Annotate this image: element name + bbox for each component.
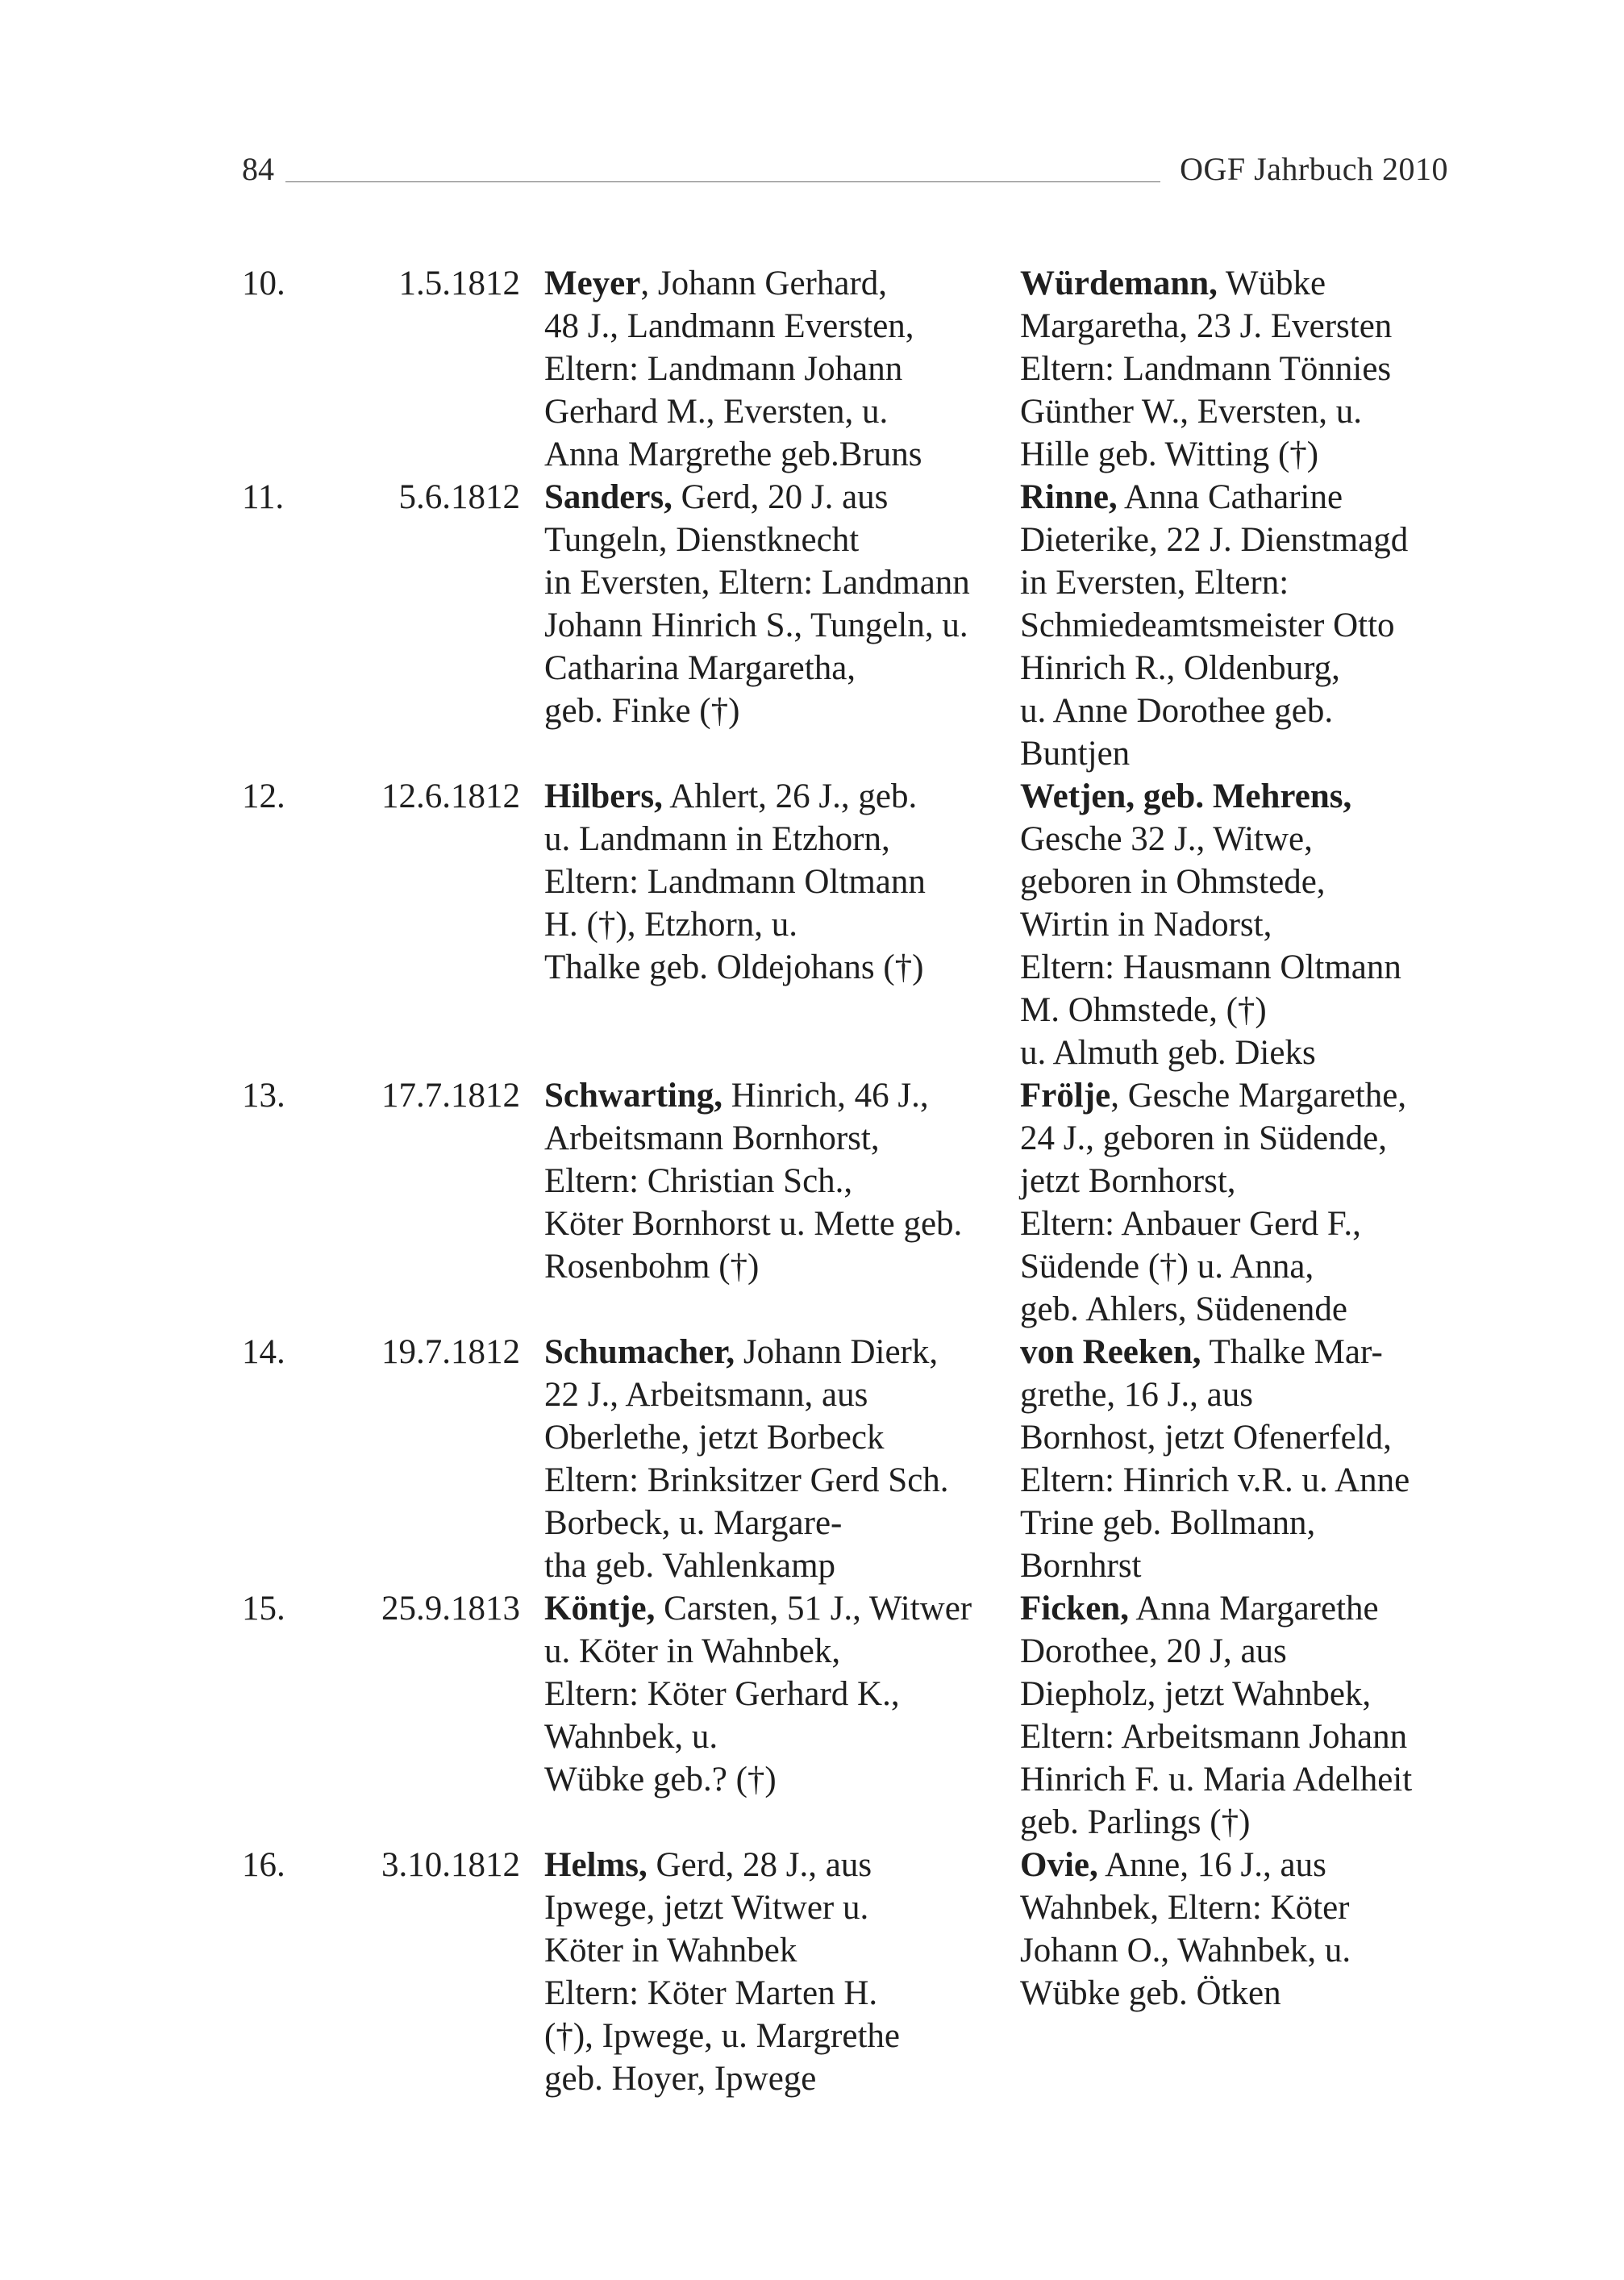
register-entry — [242, 476, 1451, 775]
entry-date: 25.9.1813 — [381, 1590, 520, 1628]
register-entry — [242, 1074, 1451, 1331]
line-text: Eltern: Arbeitsmann Johann — [1020, 1718, 1408, 1756]
groom-details-line — [544, 1544, 1020, 1587]
groom-details-line — [544, 1502, 1020, 1544]
line-text: Wübke geb.? (†) — [544, 1761, 777, 1799]
entry-number: 14. — [242, 1333, 285, 1371]
line-text: u. Almuth geb. Dieks — [1020, 1034, 1316, 1072]
groom-details-line — [544, 1117, 1020, 1160]
line-text: (†), Ipwege, u. Margrethe — [544, 2017, 900, 2055]
groom-details-line — [544, 1203, 1020, 1245]
bride-details-line — [1020, 1074, 1472, 1117]
bride-details-line — [1020, 818, 1472, 861]
line-text: Eltern: Landmann Tönnies — [1020, 350, 1392, 388]
bride-details-line — [1020, 989, 1472, 1032]
groom-details-line — [544, 1758, 1020, 1801]
bride-details-line — [1020, 1416, 1472, 1459]
line-text: Gerd, 28 J., aus — [647, 1846, 872, 1884]
line-text: Johann Hinrich S., Tungeln, u. — [544, 606, 968, 644]
groom-details-line — [544, 262, 1020, 305]
bride-details-line — [1020, 390, 1472, 433]
line-text: u. Köter in Wahnbek, — [544, 1632, 841, 1670]
groom-details-line — [544, 1074, 1020, 1117]
bride-details-line — [1020, 1801, 1472, 1844]
bride-details-line — [1020, 1587, 1472, 1630]
line-text: 48 J., Landmann Eversten, — [544, 307, 914, 345]
groom-details-line — [544, 1972, 1020, 2015]
groom-details — [544, 262, 1020, 476]
surname: Schwarting, — [544, 1077, 722, 1115]
surname: Frölje — [1020, 1077, 1111, 1115]
line-text: Thalke Mar- — [1201, 1333, 1383, 1371]
bride-details — [1020, 1074, 1472, 1331]
entry-number: 13. — [242, 1077, 285, 1115]
bride-details-line — [1020, 1117, 1472, 1160]
entry-date: 12.6.1812 — [381, 777, 520, 815]
bride-details-line — [1020, 476, 1472, 519]
entry-number: 12. — [242, 777, 285, 815]
entry-date: 3.10.1812 — [381, 1846, 520, 1884]
bride-details — [1020, 775, 1472, 1074]
line-text: Anne, 16 J., aus — [1097, 1846, 1326, 1884]
groom-details-line — [544, 1245, 1020, 1288]
bride-details-line — [1020, 1630, 1472, 1673]
line-text: H. (†), Etzhorn, u. — [544, 906, 798, 944]
surname: Ficken, — [1020, 1590, 1129, 1628]
groom-details-line — [544, 433, 1020, 476]
line-text: Wahnbek, u. — [544, 1718, 718, 1756]
line-text: Köter in Wahnbek — [544, 1932, 797, 1969]
groom-details-line — [544, 818, 1020, 861]
line-text: Borbeck, u. Margare- — [544, 1504, 843, 1542]
surname: Sanders, — [544, 478, 673, 516]
page-number: 84 — [242, 151, 274, 187]
bride-details-line — [1020, 604, 1472, 647]
groom-details-line — [544, 690, 1020, 732]
line-text: Gerhard M., Eversten, u. — [544, 393, 889, 431]
register-entry — [242, 1331, 1451, 1587]
line-text: Gerd, 20 J. aus — [672, 478, 889, 516]
line-text: Gesche 32 J., Witwe, — [1020, 820, 1313, 858]
entry-date: 1.5.1812 — [398, 265, 520, 302]
line-text: Köter Bornhorst u. Mette geb. — [544, 1205, 963, 1243]
line-text: M. Ohmstede, (†) — [1020, 991, 1267, 1029]
groom-details — [544, 775, 1020, 989]
bride-details-line — [1020, 732, 1472, 775]
line-text: Johann Dierk, — [735, 1333, 939, 1371]
bride-details-line — [1020, 433, 1472, 476]
surname: Hilbers, — [544, 777, 663, 815]
line-text: Wübke — [1217, 265, 1326, 302]
surname: Schumacher, — [544, 1333, 735, 1371]
bride-details-line — [1020, 1331, 1472, 1373]
line-text: Günther W., Eversten, u. — [1020, 393, 1362, 431]
bride-details-line — [1020, 305, 1472, 348]
line-text: Eltern: Brinksitzer Gerd Sch. — [544, 1461, 949, 1499]
surname: Ovie, — [1020, 1846, 1098, 1884]
line-text: Hinrich F. u. Maria Adelheit — [1020, 1761, 1413, 1799]
bride-details-line — [1020, 348, 1472, 390]
bride-details — [1020, 476, 1472, 775]
groom-details — [544, 1587, 1020, 1801]
line-text: Schmiedeamtsmeister Otto — [1020, 606, 1395, 644]
line-text: u. Anne Dorothee geb. — [1020, 692, 1334, 730]
line-text: 22 J., Arbeitsmann, aus — [544, 1376, 868, 1414]
surname: Wetjen, geb. Mehrens, — [1020, 777, 1352, 815]
bride-details-line — [1020, 1032, 1472, 1074]
bride-details-line — [1020, 262, 1472, 305]
surname: Rinne, — [1020, 478, 1118, 516]
groom-details-line — [544, 946, 1020, 989]
line-text: Bornhrst — [1020, 1547, 1142, 1585]
line-text: Eltern: Anbauer Gerd F., — [1020, 1205, 1361, 1243]
groom-details — [544, 1331, 1020, 1587]
bride-details — [1020, 1844, 1472, 2015]
groom-details — [544, 476, 1020, 732]
bride-details-line — [1020, 1288, 1472, 1331]
groom-details-line — [544, 1630, 1020, 1673]
bride-details-line — [1020, 1203, 1472, 1245]
line-text: geb. Parlings (†) — [1020, 1803, 1251, 1841]
line-text: Eltern: Köter Marten H. — [544, 1974, 878, 2012]
groom-details — [544, 1074, 1020, 1288]
line-text: in Eversten, Eltern: Landmann — [544, 564, 970, 602]
bride-details-line — [1020, 519, 1472, 561]
entry-date: 17.7.1812 — [381, 1077, 520, 1115]
bride-details-line — [1020, 775, 1472, 818]
groom-details-line — [544, 604, 1020, 647]
marriage-register-list — [242, 262, 1451, 2100]
surname: Köntje, — [544, 1590, 656, 1628]
bride-details-line — [1020, 946, 1472, 989]
line-text: , Johann Gerhard, — [640, 265, 888, 302]
line-text: jetzt Bornhorst, — [1020, 1162, 1236, 1200]
bride-details-line — [1020, 1929, 1472, 1972]
bride-details-line — [1020, 1373, 1472, 1416]
groom-details-line — [544, 1160, 1020, 1203]
line-text: Wirtin in Nadorst, — [1020, 906, 1272, 944]
bride-details-line — [1020, 1502, 1472, 1544]
line-text: Johann O., Wahnbek, u. — [1020, 1932, 1351, 1969]
bride-details-line — [1020, 1886, 1472, 1929]
bride-details-line — [1020, 561, 1472, 604]
bride-details-line — [1020, 861, 1472, 903]
surname: von Reeken, — [1020, 1333, 1201, 1371]
bride-details-line — [1020, 1758, 1472, 1801]
groom-details-line — [544, 390, 1020, 433]
groom-details-line — [544, 1715, 1020, 1758]
groom-details-line — [544, 903, 1020, 946]
groom-details — [544, 1844, 1020, 2100]
line-text: Buntjen — [1020, 735, 1131, 773]
line-text: Diepholz, jetzt Wahnbek, — [1020, 1675, 1372, 1713]
line-text: Hinrich, 46 J., — [722, 1077, 929, 1115]
bride-details-line — [1020, 1715, 1472, 1758]
line-text: geboren in Ohmstede, — [1020, 863, 1326, 901]
line-text: geb. Hoyer, Ipwege — [544, 2060, 817, 2098]
groom-details-line — [544, 348, 1020, 390]
bride-details-line — [1020, 903, 1472, 946]
line-text: u. Landmann in Etzhorn, — [544, 820, 890, 858]
groom-details-line — [544, 1673, 1020, 1715]
header-rule — [285, 181, 1160, 182]
bride-details-line — [1020, 1160, 1472, 1203]
groom-details-line — [544, 476, 1020, 519]
bride-details-line — [1020, 1459, 1472, 1502]
register-entry — [242, 775, 1451, 1074]
line-text: Eltern: Landmann Johann — [544, 350, 903, 388]
groom-details-line — [544, 519, 1020, 561]
bride-details — [1020, 1587, 1472, 1844]
bride-details-line — [1020, 1844, 1472, 1886]
line-text: in Eversten, Eltern: — [1020, 564, 1289, 602]
groom-details-line — [544, 2057, 1020, 2100]
groom-details-line — [544, 775, 1020, 818]
register-entry — [242, 262, 1451, 476]
bride-details-line — [1020, 1544, 1472, 1587]
line-text: Trine geb. Bollmann, — [1020, 1504, 1316, 1542]
register-entry — [242, 1587, 1451, 1844]
line-text: Arbeitsmann Bornhorst, — [544, 1119, 880, 1157]
entry-number: 15. — [242, 1590, 285, 1628]
entry-date: 19.7.1812 — [381, 1333, 520, 1371]
bride-details — [1020, 1331, 1472, 1587]
entry-number: 10. — [242, 265, 285, 302]
entry-number: 11. — [242, 478, 285, 516]
line-text: Anna Margarethe — [1128, 1590, 1379, 1628]
line-text: Thalke geb. Oldejohans (†) — [544, 948, 924, 986]
groom-details-line — [544, 647, 1020, 690]
bride-details-line — [1020, 647, 1472, 690]
groom-details-line — [544, 561, 1020, 604]
line-text: Wübke geb. Ötken — [1020, 1974, 1281, 2012]
groom-details-line — [544, 1373, 1020, 1416]
groom-details-line — [544, 1459, 1020, 1502]
line-text: Ipwege, jetzt Witwer u. — [544, 1889, 869, 1927]
line-text: Eltern: Christian Sch., — [544, 1162, 853, 1200]
bride-details-line — [1020, 1972, 1472, 2015]
groom-details-line — [544, 1844, 1020, 1886]
line-text: geb. Ahlers, Südenende — [1020, 1290, 1348, 1328]
line-text: Oberlethe, jetzt Borbeck — [544, 1419, 885, 1457]
groom-details-line — [544, 1886, 1020, 1929]
line-text: Rosenbohm (†) — [544, 1248, 760, 1286]
line-text: geb. Finke (†) — [544, 692, 740, 730]
line-text: Ahlert, 26 J., geb. — [662, 777, 918, 815]
groom-details-line — [544, 2015, 1020, 2057]
line-text: Dorothee, 20 J, aus — [1020, 1632, 1287, 1670]
entry-number: 16. — [242, 1846, 285, 1884]
line-text: grethe, 16 J., aus — [1020, 1376, 1253, 1414]
line-text: Dieterike, 22 J. Dienstmagd — [1020, 521, 1409, 559]
line-text: Südende (†) u. Anna, — [1020, 1248, 1314, 1286]
line-text: tha geb. Vahlenkamp — [544, 1547, 836, 1585]
line-text: Anna Catharine — [1117, 478, 1343, 516]
line-text: 24 J., geboren in Südende, — [1020, 1119, 1388, 1157]
line-text: Bornhost, jetzt Ofenerfeld, — [1020, 1419, 1392, 1457]
line-text: Catharina Margaretha, — [544, 649, 856, 687]
groom-details-line — [544, 861, 1020, 903]
line-text: Hinrich R., Oldenburg, — [1020, 649, 1340, 687]
line-text: Carsten, 51 J., Witwer — [655, 1590, 972, 1628]
surname: Helms, — [544, 1846, 648, 1884]
running-title: OGF Jahrbuch 2010 — [1180, 151, 1448, 187]
line-text: Eltern: Landmann Oltmann — [544, 863, 926, 901]
line-text: Eltern: Hausmann Oltmann — [1020, 948, 1401, 986]
bride-details-line — [1020, 1673, 1472, 1715]
surname: Würdemann, — [1020, 265, 1218, 302]
groom-details-line — [544, 1416, 1020, 1459]
line-text: Wahnbek, Eltern: Köter — [1020, 1889, 1350, 1927]
groom-details-line — [544, 305, 1020, 348]
groom-details-line — [544, 1929, 1020, 1972]
groom-details-line — [544, 1587, 1020, 1630]
register-entry — [242, 1844, 1451, 2100]
surname: Meyer — [544, 265, 641, 302]
entry-date: 5.6.1812 — [398, 478, 520, 516]
line-text: Margaretha, 23 J. Eversten — [1020, 307, 1393, 345]
line-text: , Gesche Margarethe, — [1110, 1077, 1407, 1115]
line-text: Eltern: Köter Gerhard K., — [544, 1675, 900, 1713]
bride-details-line — [1020, 1245, 1472, 1288]
groom-details-line — [544, 1331, 1020, 1373]
line-text: Tungeln, Dienstknecht — [544, 521, 860, 559]
line-text: Anna Margrethe geb.Bruns — [544, 436, 922, 473]
page-header — [242, 145, 1448, 194]
bride-details-line — [1020, 690, 1472, 732]
bride-details — [1020, 262, 1472, 476]
line-text: Hille geb. Witting (†) — [1020, 436, 1319, 473]
line-text: Eltern: Hinrich v.R. u. Anne — [1020, 1461, 1410, 1499]
